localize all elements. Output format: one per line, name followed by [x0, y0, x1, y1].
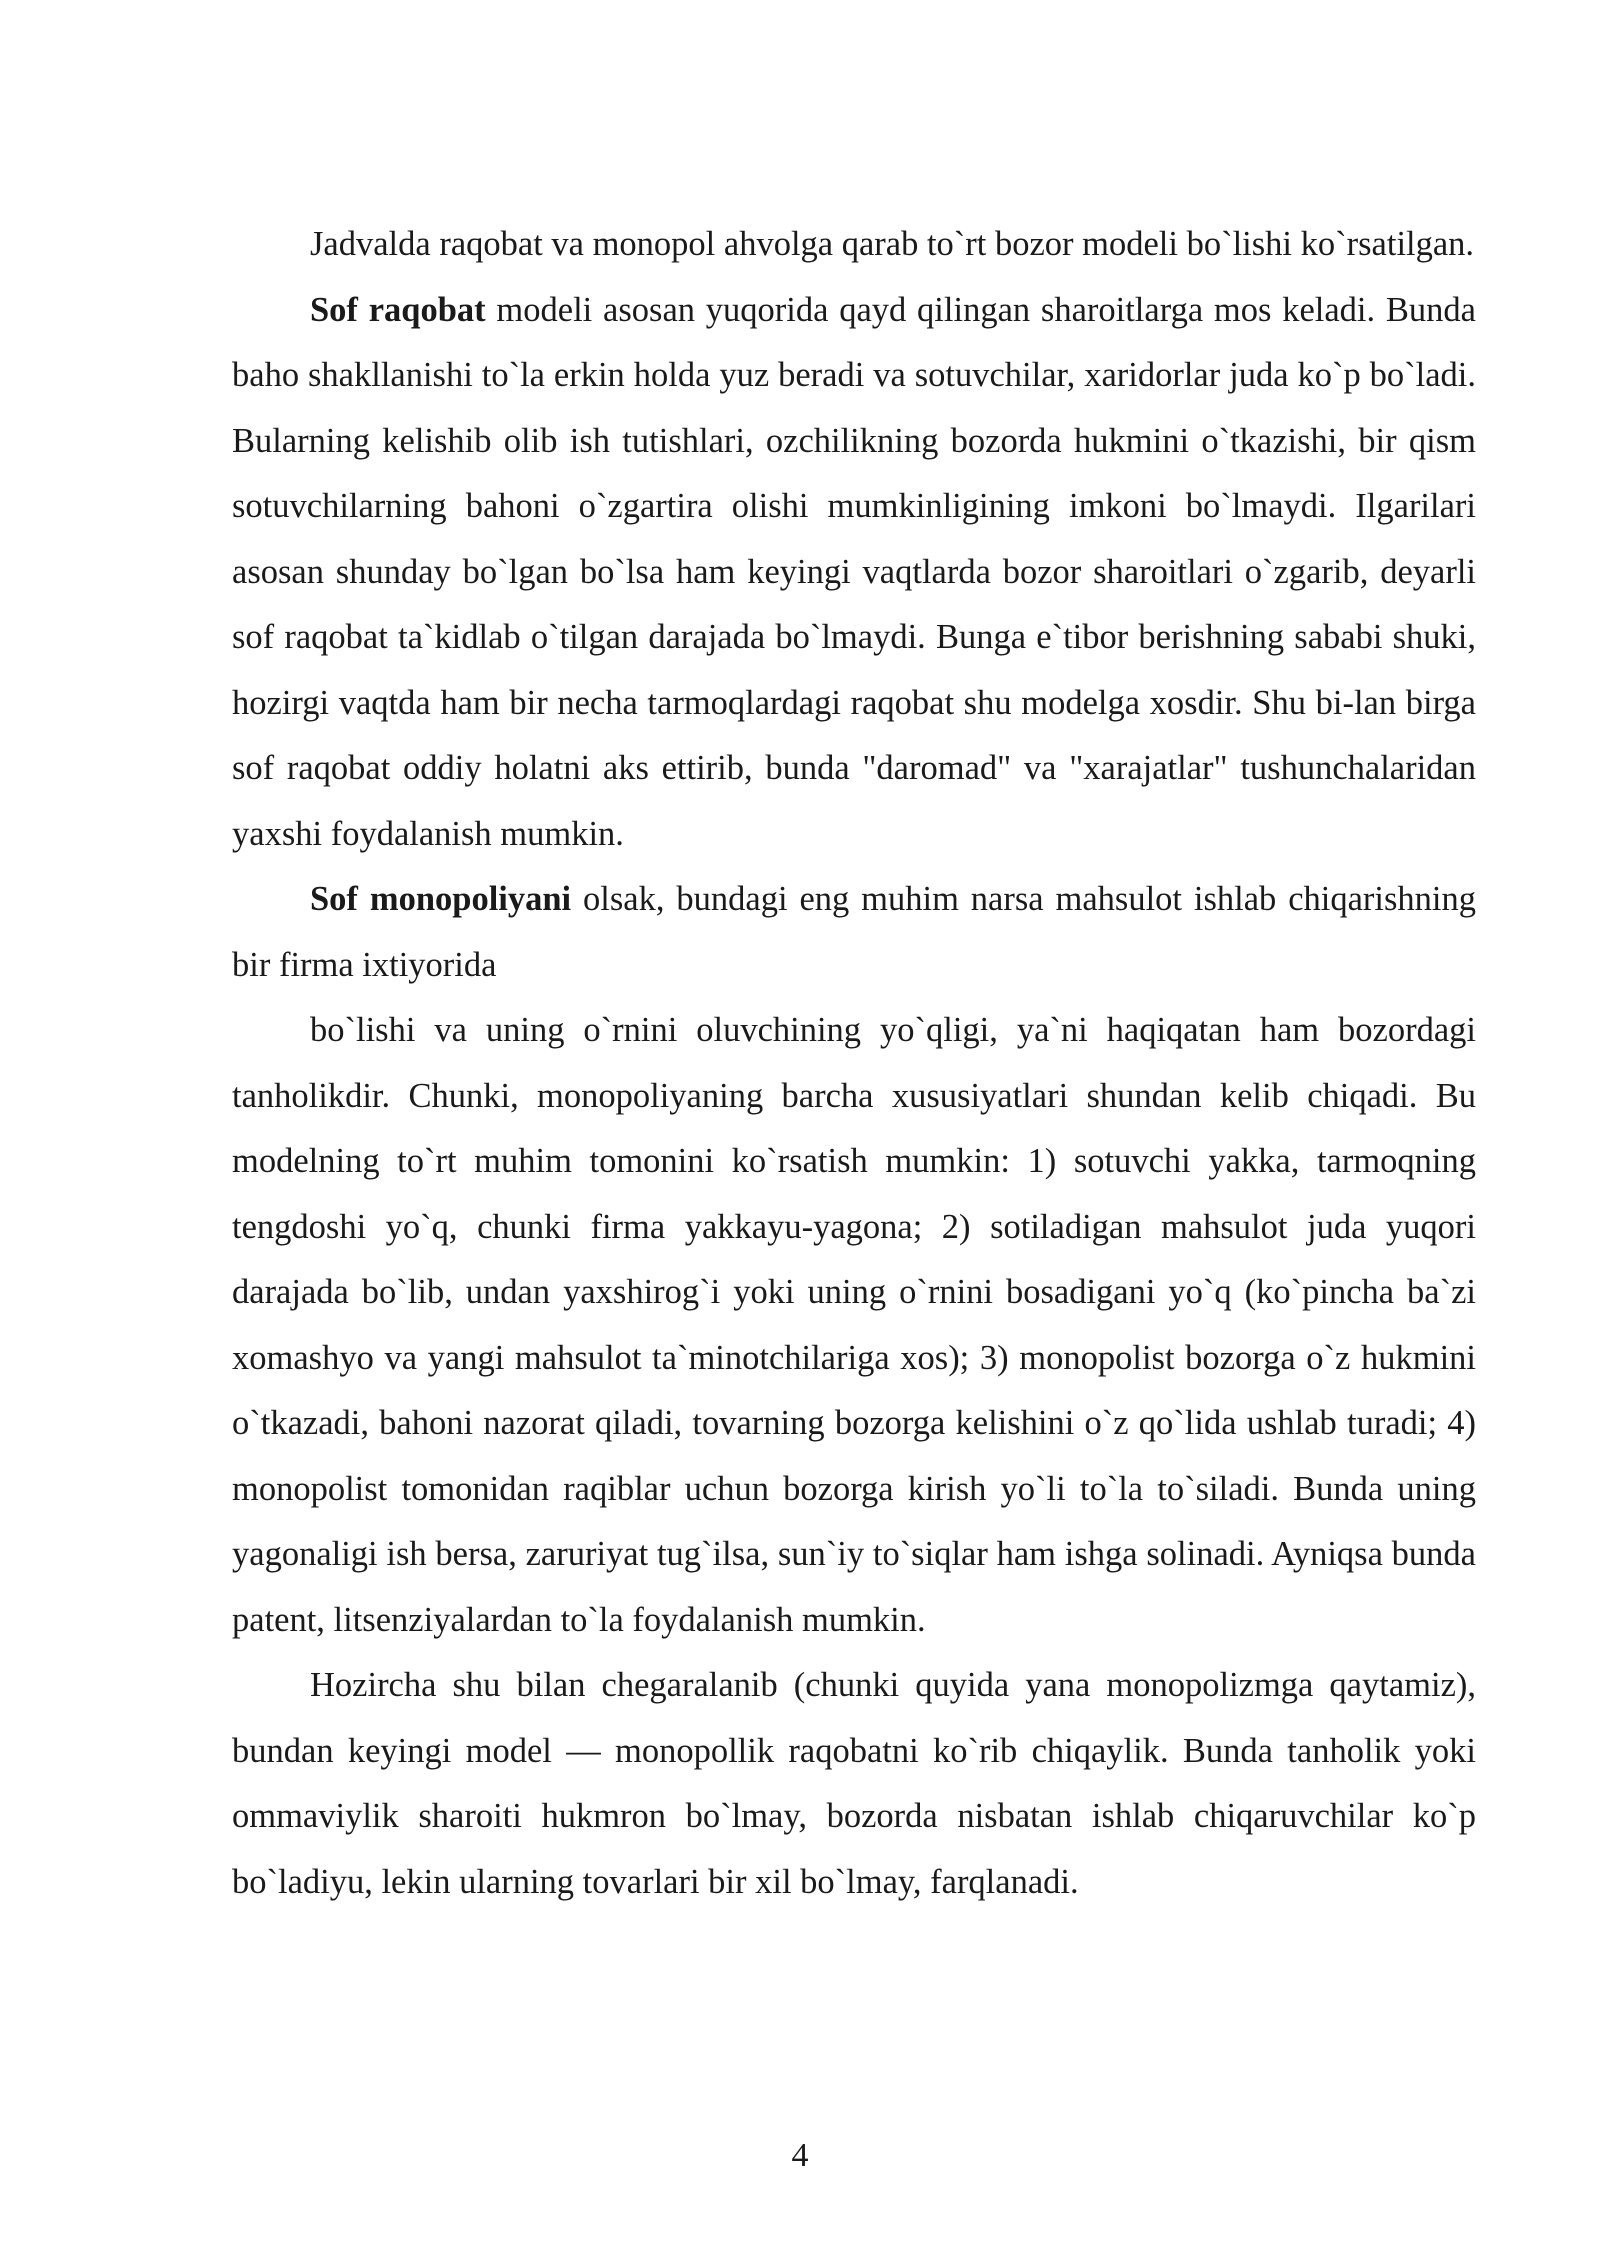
paragraph-4-text: bo`lishi va uning o`rnini oluvchining yo`qligi, ya`ni haqiqatan ham bozordagi tanholikdir. Chunki, monopoliyaning barcha xususiyatlari shundan kelib chiqadi. Bu modelning to`rt muhim tomonini ko`rsatish mumkin: 1) sotuvchi yakka, tarmoqning tengdoshi yo`q, chunki firma yakkayu-yagona; 2) sotiladigan mahsulot juda yuqori darajada bo`lib, undan yaxshirog`i yoki uning o`rnini bosadigani yo`q (ko`pincha ba`zi xomashyo va yangi mahsulot ta`minotchilariga xos); 3) monopolist bozorga o`z hukmini o`tkazadi, bahoni nazorat qiladi, tovarning bozorga kelishini o`z qo`lida ushlab turadi; 4) monopolist tomonidan raqiblar uchun bozorga kirish yo`li to`la to`siladi. Bunda uning yagonaligi ish bersa, zaruriyat tug`ilsa, sun`iy to`siqlar ham ishga solinadi. Ayniqsa bunda patent, litsenziyalardan to`la foydalanish mumkin.: [232, 1011, 1476, 1639]
term-sof-raqobat: Sof raqobat: [310, 290, 486, 329]
paragraph-5: [232, 1653, 1476, 1915]
body-text: [232, 212, 1476, 1915]
paragraph-2: [232, 278, 1476, 868]
paragraph-1-text: Jadvalda raqobat va monopol ahvolga qarab to`rt bozor modeli bo`lishi ko`rsatilgan.: [310, 225, 1475, 263]
page-number: 4: [791, 2137, 809, 2174]
paragraph-1: [232, 212, 1476, 278]
paragraph-2-text: modeli asosan yuqorida qayd qilingan sharoitlarga mos keladi. Bunda baho shakllanishi to`la erkin holda yuz beradi va sotuvchilar, xaridorlar juda ko`p bo`ladi. Bularning kelishib olib ish tutishlari, ozchilikning bozorda hukmini o`tkazishi, bir qism sotuvchilarning bahoni o`zgartira olishi mumkinligining imkoni bo`lmaydi. Ilgarilari asosan shunday bo`lgan bo`lsa ham keyingi vaqtlarda bozor sharoitlari o`zgarib, deyarli sof raqobat ta`kidlab o`tilgan darajada bo`lmaydi. Bunga e`tibor berishning sababi shuki, hozirgi vaqtda ham bir necha tarmoqlardagi raqobat shu modelga xosdir. Shu bi-lan birga sof raqobat oddiy holatni aks ettirib, bunda "daromad" va "xarajatlar" tushunchalaridan yaxshi foydalanish mumkin.: [232, 290, 1476, 853]
term-sof-monopoliyani: Sof monopoliyani: [310, 880, 572, 918]
paragraph-3: [232, 867, 1476, 998]
paragraph-4: [232, 998, 1476, 1653]
paragraph-5-text: Hozircha shu bilan chegaralanib (chunki quyida yana monopolizmga qaytamiz), bundan keyingi model — monopollik raqobatni ko`rib chiqaylik. Bunda tanholik yoki ommaviylik sharoiti hukmron bo`lmay, bozorda nisbatan ishlab chiqaruvchilar ko`p bo`ladiyu, lekin ularning tovarlari bir xil bo`lmay, farqlanadi.: [232, 1666, 1476, 1901]
paragraph-3-text: olsak, bundagi eng muhim narsa mahsulot ishlab chiqarishning bir firma ixtiyorida: [232, 880, 1477, 984]
